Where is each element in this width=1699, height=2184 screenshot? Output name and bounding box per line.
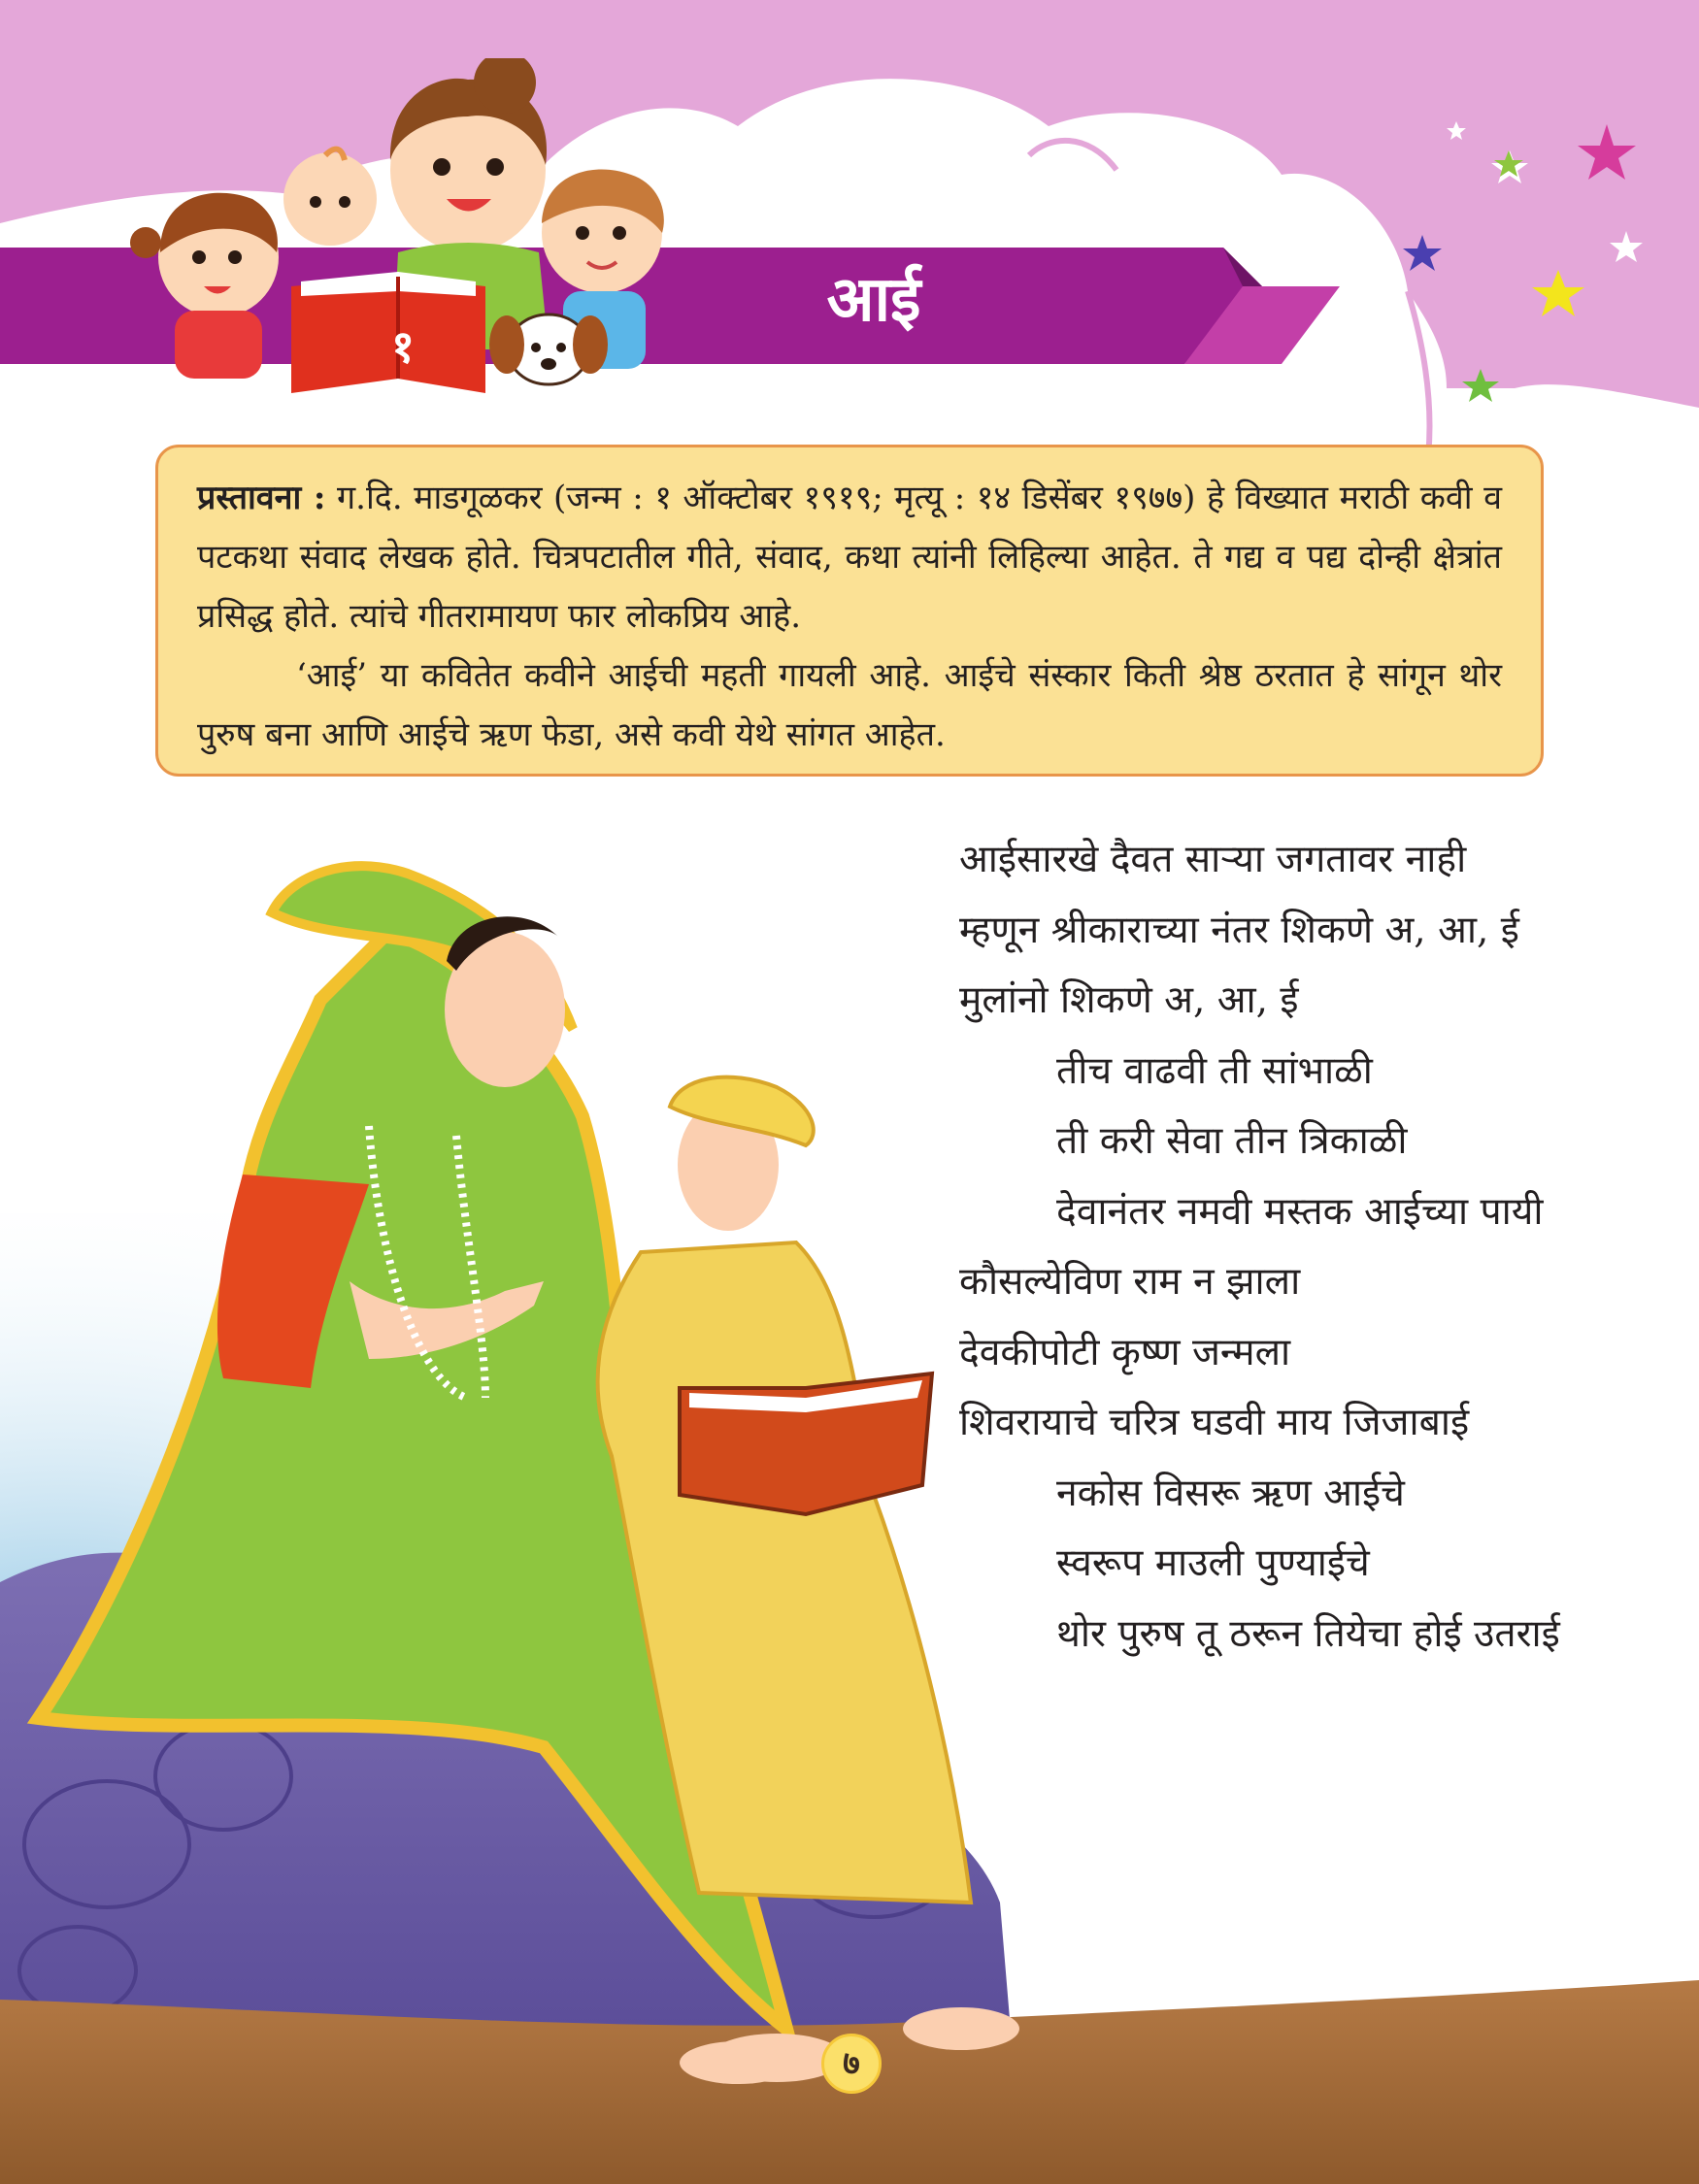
poem [959, 825, 1678, 1670]
lesson-title: आई [826, 264, 921, 336]
poem-line: देवकीपोटी कृष्ण जन्मला [959, 1330, 1291, 1374]
poem-line: तीच वाढवी ती सांभाळी [1056, 1048, 1373, 1093]
intro-label: प्रस्तावना : [197, 479, 326, 517]
poem-line: आईसारखे दैवत साऱ्या जगतावर नाही [959, 838, 1467, 881]
poem-line: ती करी सेवा तीन त्रिकाळी [1056, 1119, 1408, 1163]
poem-line: देवानंतर नमवी मस्तक आईच्या पायी [1056, 1189, 1544, 1234]
poem-line: शिवरायाचे चरित्र घडवी माय जिजाबाई [959, 1401, 1470, 1444]
page-number: ७ [821, 2034, 882, 2094]
poem-line: नकोस विसरू ऋण आईचे [1056, 1471, 1405, 1515]
intro-paragraph-2: ‘आई’ या कवितेत कवीने आईची महती गायली आहे. आईचे संस्कार किती श्रेष्ठ ठरतात हे सांगून थोर पुरुष बना आणि आईचे ऋण फेडा, असे कवी येथे सांगत आहेत. [197, 656, 1502, 754]
intro-text: ग.दि. माडगूळकर (जन्म : १ ऑक्टोबर १९१९; मृत्यू : १४ डिसेंबर १९७७) हे विख्यात मराठी कवी व पटकथा संवाद लेखक होते. चित्रपटातील गीते, संवाद, कथा त्यांनी लिहिल्या आहेत. ते गद्य व पद्य दोन्ही क्षेत्रांत प्रसिद्ध होते. त्यांचे गीतरामायण फार लोकप्रिय आहे. [197, 479, 1502, 636]
lesson-number: १ [391, 320, 415, 373]
introduction-box [155, 445, 1544, 777]
poem-line: थोर पुरुष तू ठरून तियेचा होई उतराई [1056, 1611, 1560, 1656]
poem-line: मुलांनो शिकणे अ, आ, ई [959, 978, 1299, 1022]
poem-line: स्वरूप माउली पुण्याईचे [1056, 1541, 1370, 1585]
intro-paragraph [197, 469, 1502, 646]
poem-line: म्हणून श्रीकाराच्या नंतर शिकणे अ, आ, ई [959, 908, 1519, 952]
poem-line: कौसल्येविण राम न झाला [959, 1260, 1301, 1304]
family-reading-illustration [107, 58, 709, 408]
